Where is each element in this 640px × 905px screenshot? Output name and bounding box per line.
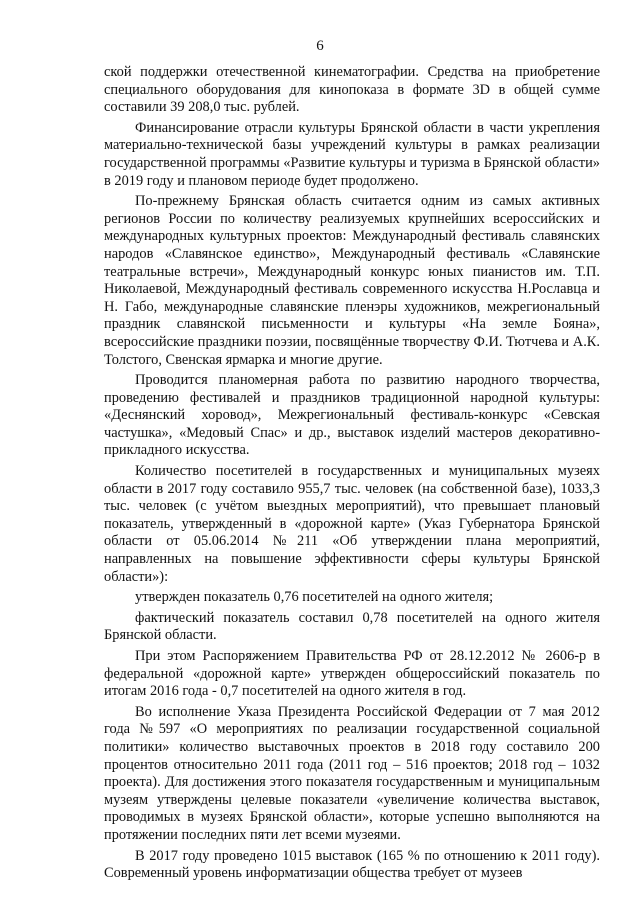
- paragraph-6: утвержден показатель 0,76 посетителей на одного жителя;: [135, 589, 494, 606]
- document-body: [104, 64, 600, 886]
- paragraph-5: Количество посетителей в государственных и муниципальных музеях области в 2017 году составило 955,7 тыс. человек (на собственной базе), 1033,3 тыс. человек (с учётом выездных мероприятий), что превышает плановый показатель, утвержденный в «дорожной карте» (Указ Губернатора Брянской области от 05.06.2014 №211 «Об утверждении плана мероприятий, направленных на повышение эффективности сферы культуры Брянской области»):: [104, 463, 600, 585]
- paragraph-8: При этом Распоряжением Правительства РФ от 28.12.2012 № 2606-р в федеральной «дорожной карте» утвержден общероссийский показатель по итогам 2016 года - 0,7 посетителей на одного жителя в год.: [104, 648, 600, 700]
- paragraph-4: Проводится планомерная работа по развитию народного творчества, проведению фестивалей и праздников традиционной народной культуры: «Деснянский хоровод», Межрегиональный фестиваль-конкурс «Севская частушка», «Медовый Спас» и др., выставок изделий мастеров декоративно-прикладного искусства.: [104, 372, 600, 459]
- paragraph-7: фактический показатель составил 0,78 посетителей на одного жителя Брянской области.: [104, 609, 600, 644]
- paragraph-10: В 2017 году проведено 1015 выставок (165 % по отношению к 2011 году). Современный уровень информатизации общества требует от музеев: [104, 847, 600, 882]
- paragraph-9: Во исполнение Указа Президента Российской Федерации от 7 мая 2012 года №597 «О мероприятиях по реализации государственной социальной политики» количество выставочных проектов в 2018 году составило 200 процентов относительно 2011 года (2011 год – 516 проектов; 2018 год – 1032 проекта). Для достижения этого показателя государственным и муниципальным музеям утверждены целевые показатели «увеличение количества выставок, проводимых в музеях Брянской области», которые успешно выполняются на протяжении последних пяти лет всеми музеями.: [104, 703, 600, 843]
- paragraph-2: Финансирование отрасли культуры Брянской области в части укрепления материально-технической базы учреждений культуры в рамках реализации государственной программы «Развитие культуры и туризма в Брянской области» в 2019 году и плановом периоде будет продолжено.: [104, 119, 600, 189]
- page-number: 6: [316, 38, 324, 54]
- paragraph-3: По-прежнему Брянская область считается одним из самых активных регионов России по количеству реализуемых крупнейших всероссийских и международных культурных проектов: Международный фестиваль славянских народов «Славянское единство», Международный фестиваль «Славянские театральные встречи», Международный конкурс юных пианистов им. Т.П. Николаевой, Международный фестиваль современного искусства Н.Рославца и Н. Габо, международные славянские пленэры художников, межрегиональный праздник славянской письменности и культуры «На земле Бояна», всероссийские праздники поэзии, посвящённые творчеству Ф.И. Тютчева и А.К. Толстого, Свенская ярмарка и многие другие.: [104, 193, 600, 368]
- paragraph-1: ской поддержки отечественной кинематографии. Средства на приобретение специального оборудования для кинопоказа в формате 3D в общей сумме составили 39 208,0 тыс. рублей.: [104, 64, 600, 116]
